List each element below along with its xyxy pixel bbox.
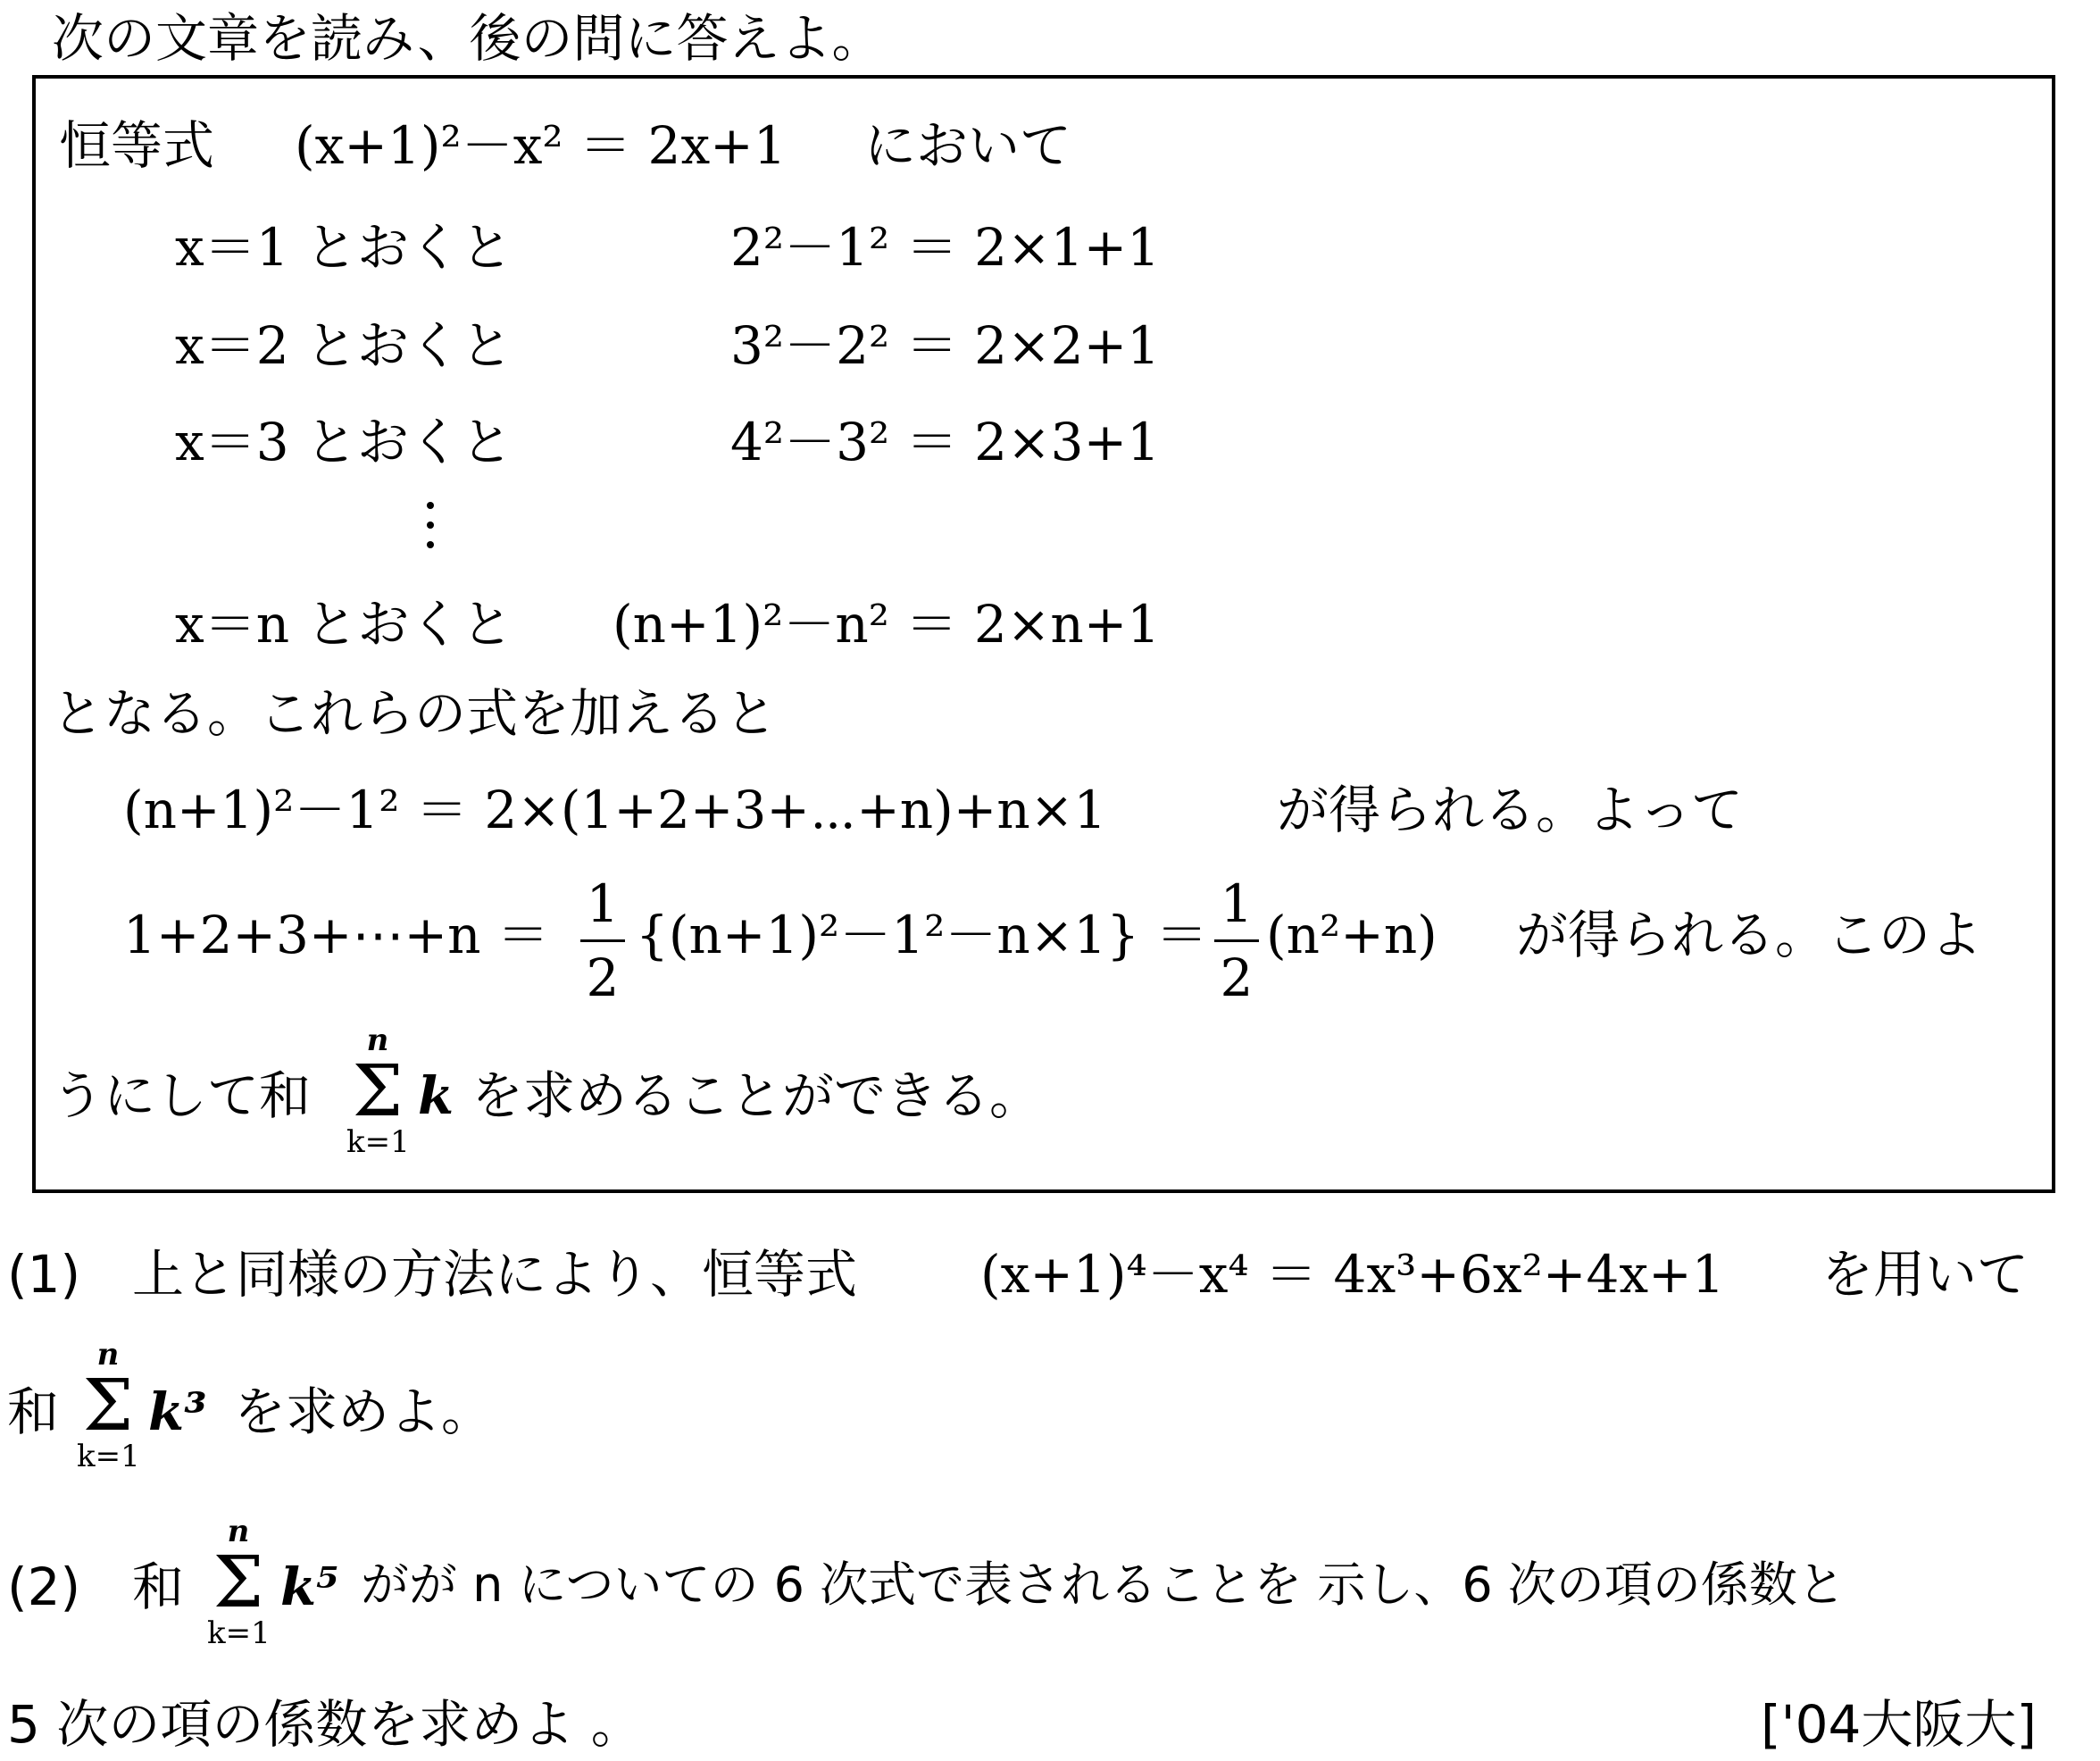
vdots-dot-2	[427, 522, 434, 529]
row-n-condition: x＝n とおくと	[175, 594, 513, 655]
q2-sigma-term: k⁵	[280, 1557, 339, 1617]
identity-label: 恒等式	[59, 115, 215, 176]
q2-sigma-lower: k=1	[207, 1615, 271, 1651]
vdots-dot-3	[427, 541, 434, 548]
q1-sigma-term: k³	[148, 1381, 207, 1442]
sum-text: となる。これらの式を加えると	[52, 683, 778, 744]
fraction-1-denominator: 2	[586, 947, 620, 1008]
row-1-condition: x＝1 とおくと	[175, 217, 513, 278]
sigma-term: k	[418, 1065, 454, 1126]
last-line-suffix: を求めることができる。	[471, 1065, 1042, 1126]
sum-tail: が得られる。よって	[1277, 780, 1744, 840]
q1-text-b: を用いて	[1821, 1244, 2029, 1305]
row-2-equation: 3²－2² ＝ 2×2+1	[730, 315, 1161, 376]
sigma-lower: k=1	[346, 1124, 410, 1160]
row-3-condition: x＝3 とおくと	[175, 412, 513, 472]
intro-text: 次の文章を読み、後の問に答えよ。	[52, 8, 884, 69]
fraction-half-1	[580, 873, 625, 1008]
q2-sigma-upper: n	[227, 1514, 250, 1549]
row-1-equation: 2²－1² ＝ 2×1+1	[730, 217, 1161, 278]
q2-line2: 5 次の項の係数を求めよ 。	[7, 1694, 643, 1755]
row-2-condition: x＝2 とおくと	[175, 315, 513, 376]
q1-sum-symbol: n Σ k=1	[77, 1337, 140, 1474]
result-lhs: 1+2+3+⋯+n ＝	[123, 905, 549, 965]
sigma-upper: n	[366, 1022, 389, 1058]
q1-line2-prefix: 和	[7, 1381, 60, 1442]
q1-line2-suffix: を求めよ。	[234, 1381, 494, 1442]
q2-label: (2)	[7, 1557, 81, 1617]
row-n-equation: (n+1)²－n² ＝ 2×n+1	[612, 594, 1161, 655]
result-end: (n²+n)	[1266, 905, 1438, 965]
vdots-dot-1	[427, 502, 434, 509]
fraction-2-denominator: 2	[1220, 947, 1254, 1008]
sum-symbol-k: n Σ k=1	[346, 1022, 410, 1160]
q2-text: がが n についての 6 次式で表されることを 示し、6 次の項の係数と	[361, 1557, 1846, 1613]
q2-prefix: 和	[132, 1557, 185, 1617]
q2-sum-symbol: n Σ k=1	[207, 1514, 271, 1651]
q1-sigma-lower: k=1	[77, 1439, 140, 1474]
fraction-2-numerator: 1	[1220, 873, 1254, 934]
row-3-equation: 4²－3² ＝ 2×3+1	[730, 412, 1161, 472]
result-middle: {(n+1)²－1²－n×1} ＝	[636, 905, 1208, 965]
result-tail: が得られる。このよ	[1516, 905, 1983, 965]
q1-text-a: 上と同様の方法により、恒等式	[132, 1244, 858, 1305]
fraction-1-numerator: 1	[586, 873, 620, 934]
q1-label: (1)	[7, 1244, 81, 1305]
q1-sigma-upper: n	[96, 1337, 120, 1373]
fraction-half-2	[1214, 873, 1259, 1008]
sum-equation: (n+1)²－1² ＝ 2×(1+2+3+⋯+n)+n×1	[123, 780, 1107, 840]
last-line-prefix: うにして和	[52, 1065, 312, 1126]
identity-equation: (x+1)²－x² ＝ 2x+1	[295, 115, 787, 176]
q1-equation: (x+1)⁴－x⁴ ＝ 4x³+6x²+4x+1	[980, 1244, 1725, 1305]
source-citation: ['04大阪大]	[1761, 1694, 2038, 1755]
identity-tail: において	[864, 115, 1072, 176]
